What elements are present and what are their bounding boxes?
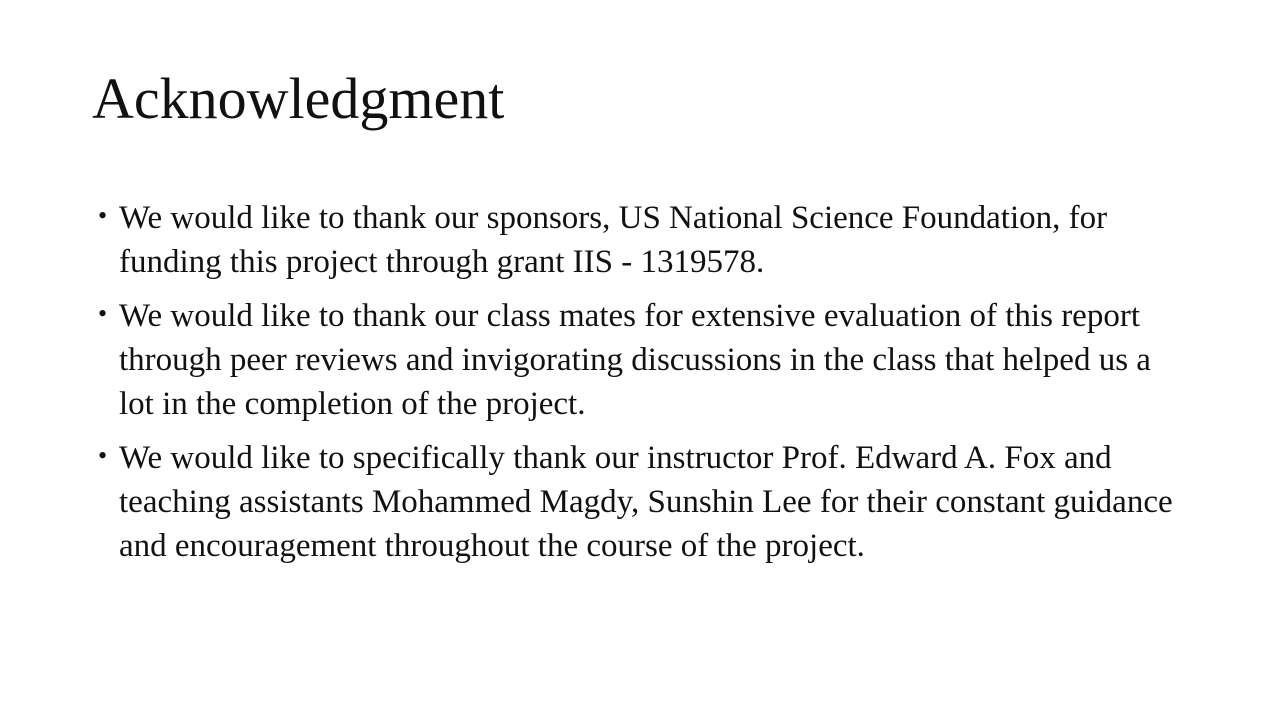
bullet-item-sponsors [92, 196, 1182, 284]
bullet-text: We would like to thank our class mates for extensive evaluation of this report through peer reviews and invigorating discussions in the class that helped us a lot in the completion of the project. [119, 298, 1151, 422]
slide-title: Acknowledgment [92, 66, 505, 131]
bullet-icon: • [98, 201, 108, 230]
bullet-icon: • [98, 299, 108, 328]
bullet-list [92, 196, 1182, 578]
bullet-text: We would like to specifically thank our instructor Prof. Edward A. Fox and teaching assistants Mohammed Magdy, Sunshin Lee for their constant guidance and encouragement throughout the course of the project. [119, 440, 1173, 564]
bullet-item-classmates [92, 294, 1182, 426]
bullet-icon: • [98, 441, 108, 470]
bullet-text: We would like to thank our sponsors, US National Science Foundation, for funding this project through grant IIS - 1319578. [119, 200, 1108, 280]
bullet-item-instructor [92, 436, 1182, 568]
